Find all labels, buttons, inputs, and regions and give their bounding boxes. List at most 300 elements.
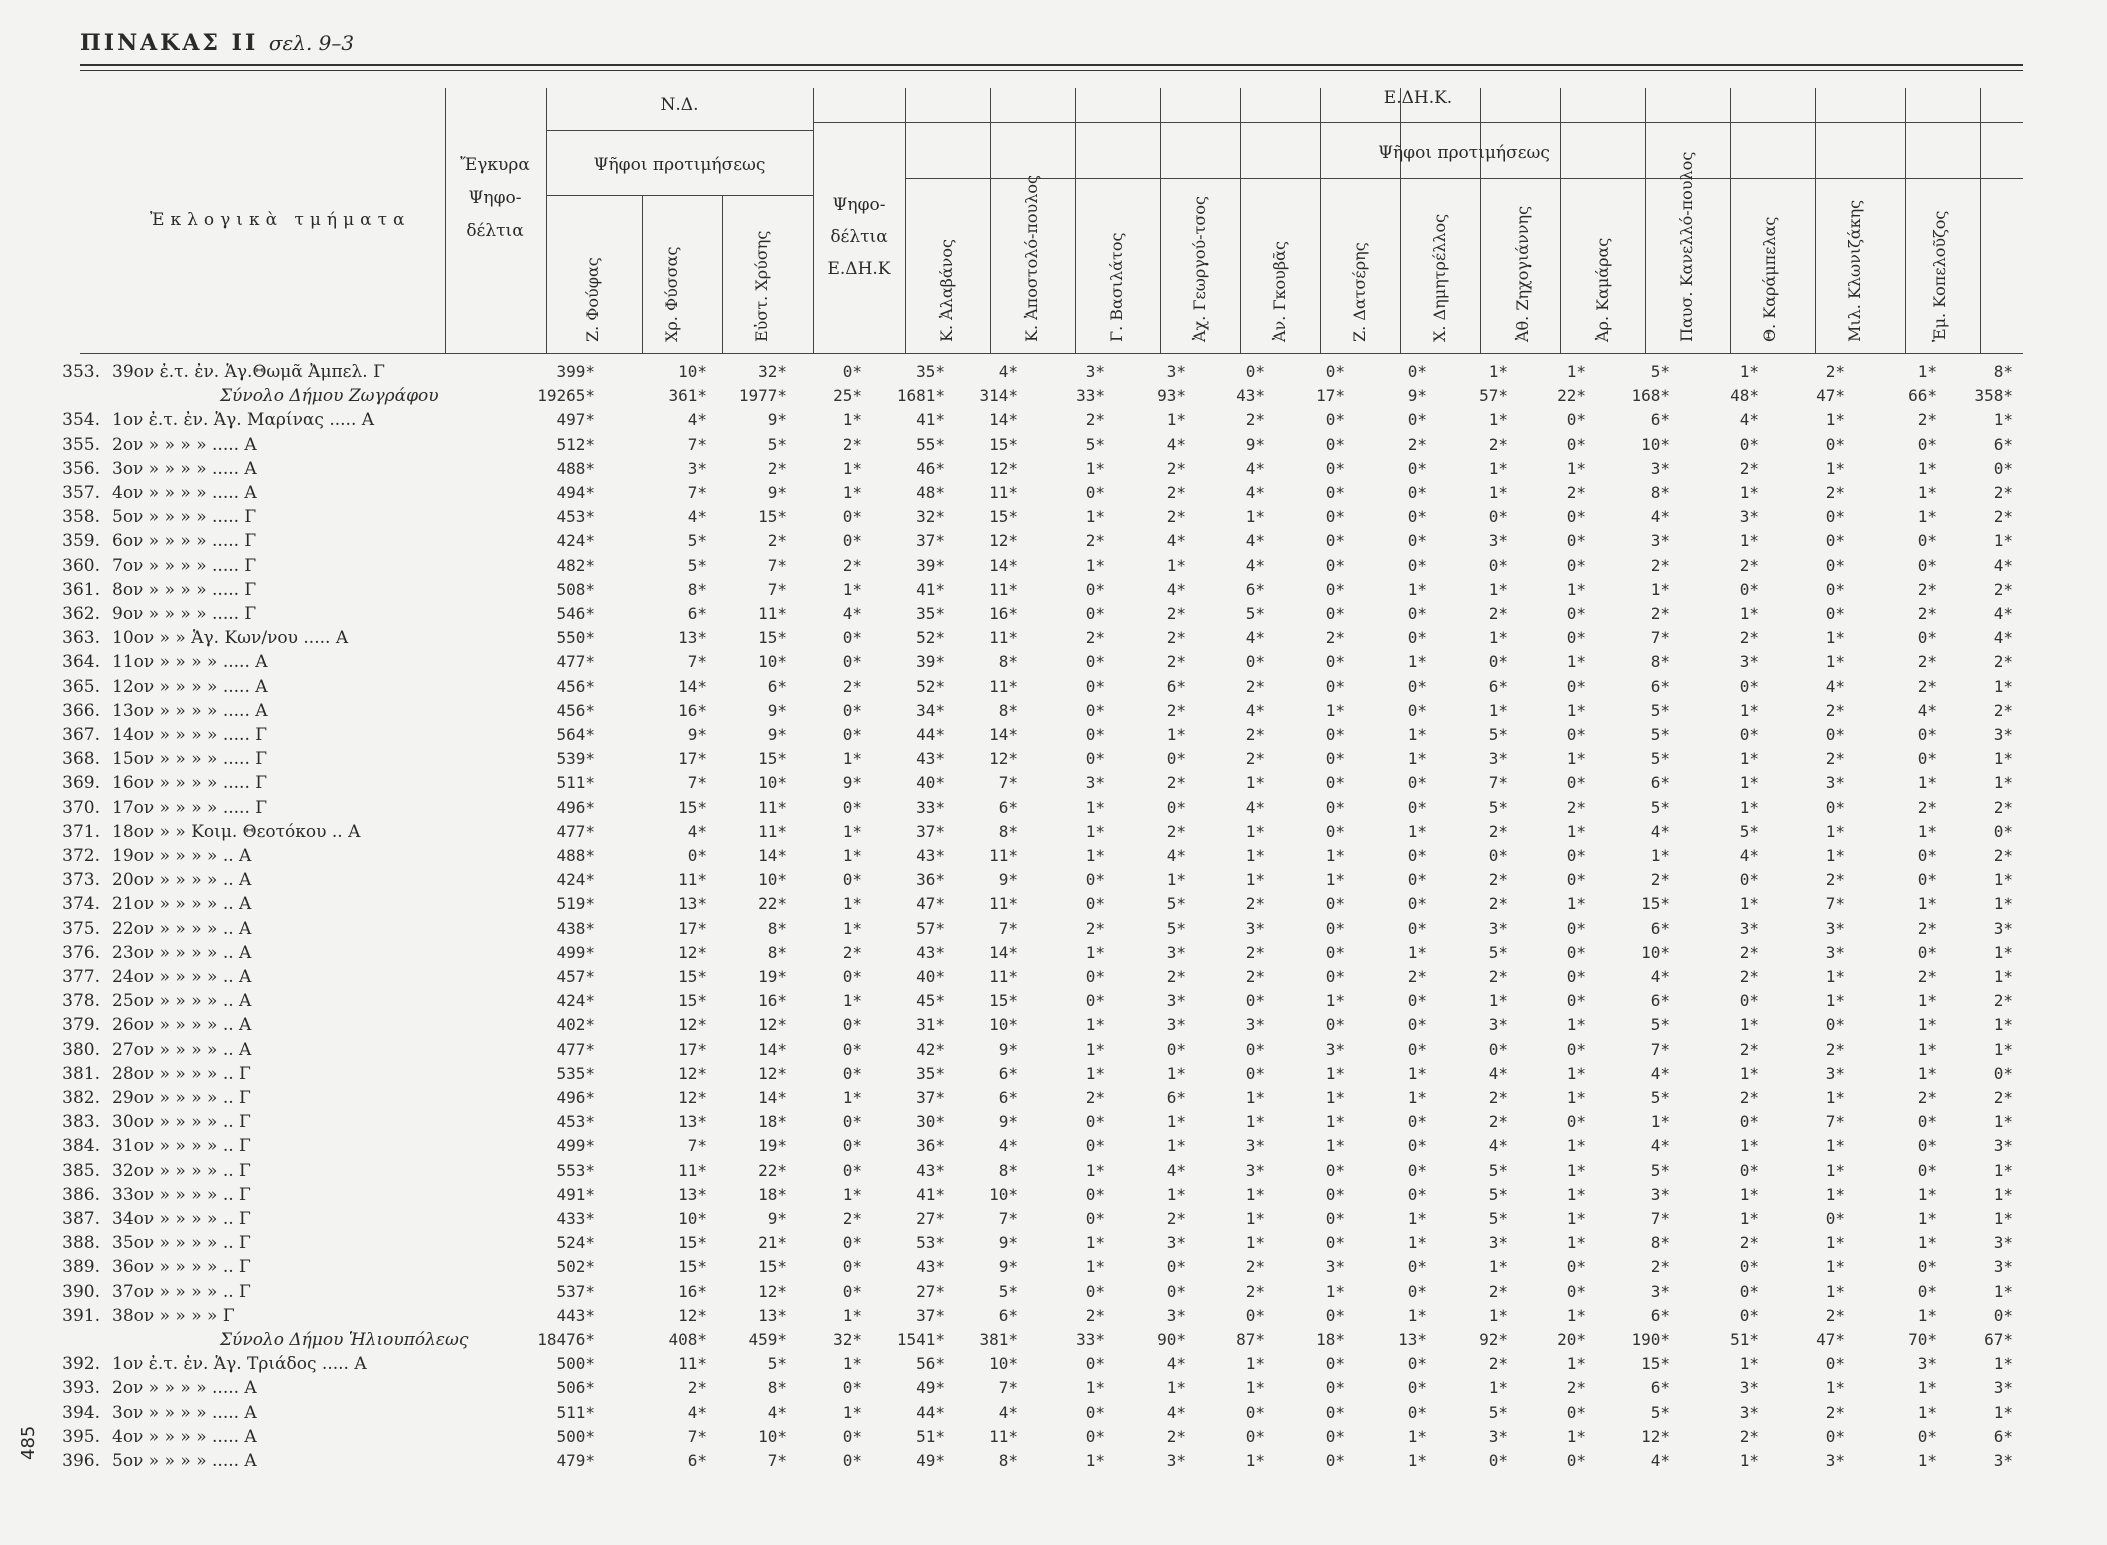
value-cell: 3* xyxy=(1993,918,2013,938)
table-row xyxy=(0,892,2107,916)
value-cell: 496* xyxy=(556,1088,595,1107)
section-label: 28ον » » » » .. Γ xyxy=(112,1063,251,1084)
value-cell: 1* xyxy=(1325,991,1345,1011)
value-cell: 494* xyxy=(556,483,595,502)
section-label: 3ον » » » » ..... Α xyxy=(112,458,257,479)
row-number: 368. xyxy=(62,749,100,770)
value-cell: 9* xyxy=(687,725,707,744)
section-label: 19ον » » » » .. Α xyxy=(112,846,252,866)
value-cell: 1* xyxy=(1993,942,2013,962)
value-cell: 3* xyxy=(1650,531,1670,551)
value-cell: 553* xyxy=(556,1160,595,1180)
value-cell: 10* xyxy=(758,1426,787,1446)
value-cell: 0* xyxy=(1825,604,1845,623)
value-cell: 1* xyxy=(1407,749,1427,769)
value-cell: 37* xyxy=(916,1305,945,1325)
section-label: 4ον » » » » ..... Α xyxy=(112,1426,257,1447)
value-cell: 1* xyxy=(1566,1015,1586,1035)
value-cell: 0* xyxy=(1325,773,1345,793)
value-cell: 456* xyxy=(556,700,595,720)
table-row xyxy=(0,481,2107,505)
nd-candidate-name: Εὐστ. Χρύσης xyxy=(752,230,771,342)
value-cell: 2* xyxy=(1825,483,1845,502)
value-cell: 488* xyxy=(556,846,595,865)
value-cell: 0* xyxy=(1325,942,1345,962)
value-cell: 0* xyxy=(1085,604,1105,623)
table-row xyxy=(0,360,2107,384)
value-cell: 1* xyxy=(1566,1160,1586,1180)
value-cell: 0* xyxy=(1917,434,1937,454)
value-cell: 1* xyxy=(842,1184,862,1204)
value-cell: 0* xyxy=(1825,555,1845,575)
table-row xyxy=(0,650,2107,674)
value-cell: 10* xyxy=(1641,434,1670,454)
value-cell: 0* xyxy=(1407,555,1427,575)
value-cell: 9* xyxy=(998,1257,1018,1277)
value-cell: 2* xyxy=(1917,579,1937,599)
value-cell: 18* xyxy=(758,1184,787,1204)
value-cell: 1* xyxy=(1325,870,1345,890)
value-cell: 21* xyxy=(758,1233,787,1253)
value-cell: 17* xyxy=(678,749,707,769)
value-cell: 1* xyxy=(1488,579,1508,599)
value-cell: 0* xyxy=(1825,725,1845,744)
value-cell: 4* xyxy=(687,821,707,841)
value-cell: 497* xyxy=(556,410,595,430)
value-cell: 2* xyxy=(1993,652,2013,672)
value-cell: 0* xyxy=(1407,1039,1427,1059)
value-cell: 12* xyxy=(758,1063,787,1083)
value-cell: 459* xyxy=(748,1330,787,1349)
row-number: 365. xyxy=(62,676,100,697)
row-number: 364. xyxy=(62,652,100,673)
header-divider xyxy=(1075,88,1076,353)
value-cell: 0* xyxy=(1407,894,1427,914)
value-cell: 8* xyxy=(1650,652,1670,672)
value-cell: 3* xyxy=(1993,1136,2013,1156)
value-cell: 491* xyxy=(556,1184,595,1204)
edik-candidate-name: Γ. Βασιλάτος xyxy=(1107,232,1126,342)
value-cell: 57* xyxy=(916,918,945,938)
table-row xyxy=(0,1376,2107,1400)
value-cell: 0* xyxy=(1739,579,1759,599)
value-cell: 4* xyxy=(998,1136,1018,1156)
value-cell: 0* xyxy=(1566,555,1586,575)
value-cell: 0* xyxy=(1917,1281,1937,1301)
value-cell: 15* xyxy=(758,1257,787,1277)
value-cell: 7* xyxy=(998,773,1018,793)
table-row xyxy=(0,1038,2107,1062)
table-row xyxy=(0,1231,2107,1255)
row-number: 383. xyxy=(62,1112,100,1133)
value-cell: 2* xyxy=(1917,918,1937,938)
value-cell: 0* xyxy=(1085,1184,1105,1204)
value-cell: 9* xyxy=(998,1233,1018,1253)
value-cell: 15* xyxy=(758,749,787,769)
value-cell: 0* xyxy=(1825,1426,1845,1446)
value-cell: 8* xyxy=(998,1160,1018,1180)
row-number: 391. xyxy=(62,1305,100,1326)
value-cell: 4* xyxy=(1993,555,2013,575)
section-label: 5ον » » » » ..... Γ xyxy=(112,507,257,528)
value-cell: 1* xyxy=(1245,773,1265,793)
table-row xyxy=(0,1352,2107,1376)
value-cell: 502* xyxy=(556,1257,595,1277)
value-cell: 2* xyxy=(1566,1378,1586,1398)
row-number: 373. xyxy=(62,870,100,891)
value-cell: 9* xyxy=(1245,434,1265,454)
value-cell: 1* xyxy=(1650,846,1670,865)
value-cell: 6* xyxy=(998,797,1018,817)
value-cell: 3* xyxy=(1325,1257,1345,1277)
nd-candidate-name: Χρ. Φύσσας xyxy=(662,246,681,342)
header-divider xyxy=(642,195,643,353)
value-cell: 0* xyxy=(842,1426,862,1446)
value-cell: 12* xyxy=(989,458,1018,478)
value-cell: 3* xyxy=(1739,1402,1759,1422)
table-row xyxy=(0,602,2107,626)
value-cell: 3* xyxy=(1993,1378,2013,1398)
value-cell: 43* xyxy=(916,1257,945,1277)
value-cell: 57* xyxy=(1479,386,1508,406)
value-cell: 0* xyxy=(1407,773,1427,793)
value-cell: 457* xyxy=(556,967,595,986)
value-cell: 47* xyxy=(1816,386,1845,406)
value-cell: 37* xyxy=(916,821,945,841)
value-cell: 0* xyxy=(842,1257,862,1277)
value-cell: 0* xyxy=(1166,749,1186,769)
value-cell: 7* xyxy=(687,1426,707,1446)
value-cell: 39* xyxy=(916,652,945,672)
value-cell: 5* xyxy=(1488,797,1508,817)
value-cell: 3* xyxy=(1825,773,1845,793)
value-cell: 0* xyxy=(1917,555,1937,575)
value-cell: 2* xyxy=(1488,434,1508,454)
value-cell: 482* xyxy=(556,555,595,575)
value-cell: 12* xyxy=(678,1015,707,1035)
value-cell: 1* xyxy=(1566,1426,1586,1446)
value-cell: 2* xyxy=(1085,1088,1105,1107)
value-cell: 0* xyxy=(1488,846,1508,865)
value-cell: 506* xyxy=(556,1378,595,1398)
value-cell: 1* xyxy=(1993,1281,2013,1301)
value-cell: 43* xyxy=(916,749,945,769)
section-label: 33ον » » » » .. Γ xyxy=(112,1184,251,1205)
value-cell: 0* xyxy=(1407,1112,1427,1132)
value-cell: 0* xyxy=(1085,967,1105,986)
value-cell: 7* xyxy=(1650,628,1670,648)
value-cell: 508* xyxy=(556,579,595,599)
value-cell: 4* xyxy=(687,507,707,527)
edik-pref-heading: Ψῆφοι προτιμήσεως xyxy=(1378,143,1550,163)
value-cell: 22* xyxy=(758,894,787,914)
value-cell: 1* xyxy=(1407,821,1427,841)
edik-candidate-name: Κ. Ἀλαβάνος xyxy=(937,239,956,342)
value-cell: 18* xyxy=(758,1112,787,1132)
header-divider xyxy=(546,195,813,196)
value-cell: 9* xyxy=(767,1209,787,1228)
value-cell: 511* xyxy=(556,773,595,793)
value-cell: 0* xyxy=(1407,846,1427,865)
value-cell: 0* xyxy=(1825,1015,1845,1035)
value-cell: 5* xyxy=(998,1281,1018,1301)
value-cell: 0* xyxy=(1917,942,1937,962)
value-cell: 8* xyxy=(998,1451,1018,1470)
value-cell: 9* xyxy=(842,773,862,793)
value-cell: 4* xyxy=(687,1402,707,1422)
value-cell: 1* xyxy=(1407,1426,1427,1446)
value-cell: 1* xyxy=(1917,1063,1937,1083)
value-cell: 0* xyxy=(1325,652,1345,672)
value-cell: 1* xyxy=(1566,1233,1586,1253)
value-cell: 6* xyxy=(1166,1088,1186,1107)
value-cell: 0* xyxy=(1825,434,1845,454)
value-cell: 0* xyxy=(1407,604,1427,623)
value-cell: 0* xyxy=(842,652,862,672)
page-number: 485 xyxy=(18,1425,39,1460)
value-cell: 6* xyxy=(687,1451,707,1470)
section-label: 17ον » » » » ..... Γ xyxy=(112,797,268,818)
value-cell: 2* xyxy=(1650,555,1670,575)
value-cell: 438* xyxy=(556,918,595,938)
value-cell: 0* xyxy=(1566,773,1586,793)
table-row xyxy=(0,1086,2107,1110)
value-cell: 0* xyxy=(1325,483,1345,502)
value-cell: 0* xyxy=(1825,1209,1845,1228)
edik-candidate-name: Μιλ. Κλωνιζάκης xyxy=(1845,199,1864,342)
value-cell: 3* xyxy=(1488,531,1508,551)
value-cell: 92* xyxy=(1479,1330,1508,1349)
value-cell: 0* xyxy=(1085,483,1105,502)
value-cell: 0* xyxy=(842,1378,862,1398)
value-cell: 1* xyxy=(1739,1063,1759,1083)
value-cell: 2* xyxy=(1488,894,1508,914)
value-cell: 15* xyxy=(678,967,707,986)
value-cell: 1* xyxy=(842,1354,862,1374)
value-cell: 1* xyxy=(1739,700,1759,720)
value-cell: 1* xyxy=(1566,700,1586,720)
value-cell: 8* xyxy=(767,942,787,962)
value-cell: 0* xyxy=(1566,942,1586,962)
value-cell: 2* xyxy=(1739,967,1759,986)
table-row xyxy=(0,1013,2107,1037)
value-cell: 0* xyxy=(1325,1305,1345,1325)
value-cell: 1* xyxy=(1993,1015,2013,1035)
value-cell: 3* xyxy=(1245,1160,1265,1180)
value-cell: 1* xyxy=(1407,1209,1427,1228)
value-cell: 8* xyxy=(998,652,1018,672)
value-cell: 7* xyxy=(767,555,787,575)
value-cell: 3* xyxy=(1739,652,1759,672)
value-cell: 12* xyxy=(989,749,1018,769)
value-cell: 1* xyxy=(1993,676,2013,696)
value-cell: 1* xyxy=(1166,725,1186,744)
value-cell: 0* xyxy=(1325,1402,1345,1422)
row-number: 392. xyxy=(62,1354,100,1375)
value-cell: 15* xyxy=(989,991,1018,1011)
value-cell: 1* xyxy=(1085,458,1105,478)
value-cell: 3* xyxy=(1488,749,1508,769)
value-cell: 16* xyxy=(989,604,1018,623)
header-divider xyxy=(1400,88,1401,353)
value-cell: 0* xyxy=(1407,700,1427,720)
value-cell: 477* xyxy=(556,652,595,672)
value-cell: 33* xyxy=(916,797,945,817)
table-row xyxy=(0,408,2107,432)
value-cell: 1* xyxy=(1917,1451,1937,1470)
value-cell: 3* xyxy=(1166,1015,1186,1035)
value-cell: 1* xyxy=(1993,531,2013,551)
value-cell: 0* xyxy=(1325,676,1345,696)
value-cell: 537* xyxy=(556,1281,595,1301)
value-cell: 12* xyxy=(678,942,707,962)
value-cell: 2* xyxy=(1488,1281,1508,1301)
value-cell: 1* xyxy=(1245,507,1265,527)
value-cell: 8* xyxy=(1993,362,2013,381)
value-cell: 0* xyxy=(1407,676,1427,696)
value-cell: 10* xyxy=(989,1015,1018,1035)
value-cell: 1* xyxy=(1566,1209,1586,1228)
value-cell: 2* xyxy=(1085,531,1105,551)
value-cell: 55* xyxy=(916,434,945,454)
section-label: 11ον » » » » ..... Α xyxy=(112,652,268,673)
value-cell: 6* xyxy=(1488,676,1508,696)
section-label: 23ον » » » » .. Α xyxy=(112,942,252,963)
value-cell: 1* xyxy=(1085,1015,1105,1035)
value-cell: 0* xyxy=(1407,1281,1427,1301)
value-cell: 13* xyxy=(678,894,707,914)
value-cell: 3* xyxy=(1166,362,1186,381)
value-cell: 2* xyxy=(1488,821,1508,841)
value-cell: 0* xyxy=(842,1063,862,1083)
value-cell: 2* xyxy=(1993,700,2013,720)
value-cell: 0* xyxy=(1085,1209,1105,1228)
value-cell: 1* xyxy=(1650,579,1670,599)
value-cell: 1* xyxy=(1993,894,2013,914)
value-cell: 3* xyxy=(1166,1233,1186,1253)
value-cell: 1* xyxy=(1566,894,1586,914)
value-cell: 34* xyxy=(916,700,945,720)
value-cell: 424* xyxy=(556,870,595,890)
value-cell: 4* xyxy=(1993,604,2013,623)
value-cell: 19265* xyxy=(537,386,595,406)
table-row xyxy=(0,675,2107,699)
value-cell: 512* xyxy=(556,434,595,454)
value-cell: 6* xyxy=(687,604,707,623)
row-number: 375. xyxy=(62,918,100,939)
value-cell: 1* xyxy=(1917,1233,1937,1253)
value-cell: 0* xyxy=(1166,1039,1186,1059)
value-cell: 0* xyxy=(1325,894,1345,914)
value-cell: 31* xyxy=(916,1015,945,1035)
value-cell: 1* xyxy=(1325,1088,1345,1107)
value-cell: 8* xyxy=(1650,483,1670,502)
value-cell: 2* xyxy=(1245,1257,1265,1277)
value-cell: 3* xyxy=(1488,918,1508,938)
value-cell: 22* xyxy=(758,1160,787,1180)
value-cell: 5* xyxy=(767,1354,787,1374)
value-cell: 2* xyxy=(1166,628,1186,648)
value-cell: 1* xyxy=(1325,1281,1345,1301)
value-cell: 1* xyxy=(1085,1160,1105,1180)
value-cell: 2* xyxy=(1993,507,2013,527)
value-cell: 4* xyxy=(1166,531,1186,551)
value-cell: 1* xyxy=(1166,555,1186,575)
value-cell: 52* xyxy=(916,676,945,696)
section-label: 39ον ἐ.τ. ἐν. Ἁγ.Θωμᾶ Ἀμπελ. Γ xyxy=(112,362,385,382)
value-cell: 524* xyxy=(556,1233,595,1253)
value-cell: 6* xyxy=(1245,579,1265,599)
value-cell: 2* xyxy=(1825,1039,1845,1059)
value-cell: 453* xyxy=(556,1112,595,1132)
table-row xyxy=(0,1425,2107,1449)
value-cell: 1* xyxy=(1917,483,1937,502)
value-cell: 2* xyxy=(1166,483,1186,502)
value-cell: 10* xyxy=(758,870,787,890)
value-cell: 1* xyxy=(1917,1209,1937,1228)
value-cell: 0* xyxy=(1739,1281,1759,1301)
table-row xyxy=(0,820,2107,844)
table-row xyxy=(0,1134,2107,1158)
table-row xyxy=(0,1280,2107,1304)
value-cell: 0* xyxy=(1993,1305,2013,1325)
value-cell: 1* xyxy=(842,918,862,938)
section-label: 34ον » » » » .. Γ xyxy=(112,1209,251,1229)
value-cell: 5* xyxy=(1739,821,1759,841)
value-cell: 0* xyxy=(1085,894,1105,914)
value-cell: 168* xyxy=(1631,386,1670,406)
value-cell: 12* xyxy=(678,1063,707,1083)
value-cell: 2* xyxy=(1166,604,1186,623)
value-cell: 1* xyxy=(1739,604,1759,623)
value-cell: 4* xyxy=(687,410,707,430)
value-cell: 1* xyxy=(842,483,862,502)
value-cell: 0* xyxy=(1407,1402,1427,1422)
value-cell: 10* xyxy=(758,652,787,672)
value-cell: 14* xyxy=(989,725,1018,744)
value-cell: 2* xyxy=(1488,1354,1508,1374)
value-cell: 4* xyxy=(1825,676,1845,696)
value-cell: 4* xyxy=(1245,483,1265,502)
value-cell: 2* xyxy=(1993,846,2013,865)
value-cell: 32* xyxy=(916,507,945,527)
value-cell: 381* xyxy=(979,1330,1018,1349)
value-cell: 4* xyxy=(1166,579,1186,599)
value-cell: 2* xyxy=(1917,604,1937,623)
value-cell: 2* xyxy=(1166,507,1186,527)
value-cell: 7* xyxy=(1825,1112,1845,1132)
value-cell: 5* xyxy=(1488,942,1508,962)
section-label: 12ον » » » » ..... Α xyxy=(112,676,268,697)
header-divider xyxy=(1240,88,1241,353)
value-cell: 2* xyxy=(1166,967,1186,986)
table-row xyxy=(0,771,2107,795)
value-cell: 3* xyxy=(1650,1184,1670,1204)
section-label: 37ον » » » » .. Γ xyxy=(112,1281,251,1302)
section-label: 14ον » » » » ..... Γ xyxy=(112,725,268,745)
value-cell: 1* xyxy=(1085,846,1105,865)
value-cell: 1* xyxy=(1245,1209,1265,1228)
value-cell: 11* xyxy=(758,821,787,841)
value-cell: 9* xyxy=(767,410,787,430)
value-cell: 1* xyxy=(1325,1136,1345,1156)
value-cell: 499* xyxy=(556,1136,595,1156)
value-cell: 5* xyxy=(1650,1160,1670,1180)
value-cell: 15* xyxy=(678,1233,707,1253)
value-cell: 0* xyxy=(1566,434,1586,454)
value-cell: 1* xyxy=(1566,1354,1586,1374)
value-cell: 87* xyxy=(1236,1330,1265,1349)
